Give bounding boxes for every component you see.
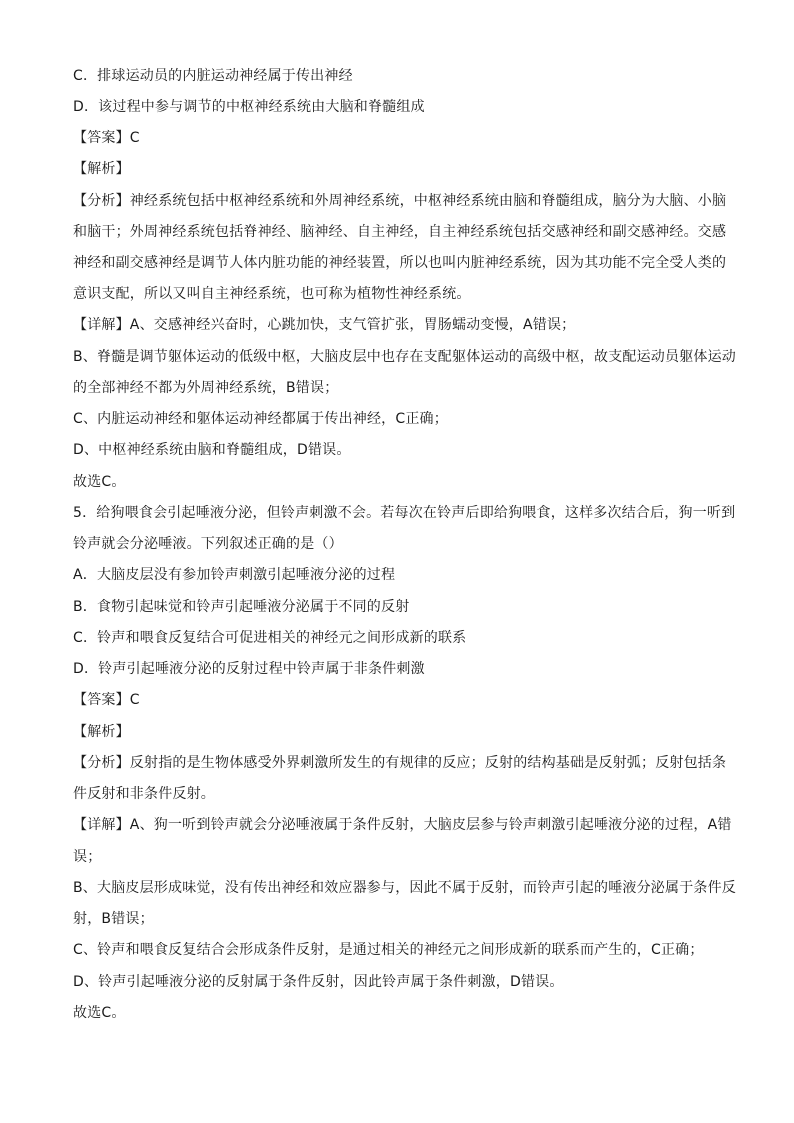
analysis-text-q4-line2: 和脑干；外周神经系统包括脊神经、脑神经、自主神经，自主神经系统包括交感神经和副交感神经。交感 [73, 224, 727, 240]
option-d-q5: D．铃声引起唾液分泌的反射过程中铃声属于非条件刺激 [73, 661, 425, 677]
answer-q4: 【答案】C [73, 130, 140, 146]
detail-q4-b-line1: B、脊髓是调节躯体运动的低级中枢，大脑皮层中也存在支配躯体运动的高级中枢，故支配运动员躯体运动 [73, 349, 737, 365]
analysis-heading-q4: 【解析】 [73, 161, 130, 177]
option-c-q5: C．铃声和喂食反复结合可促进相关的神经元之间形成新的联系 [73, 630, 467, 646]
option-a-q5: A．大脑皮层没有参加铃声刺激引起唾液分泌的过程 [73, 567, 396, 583]
detail-q4-b-line2: 的全部神经不都为外周神经系统，B错误； [73, 380, 339, 396]
conclusion-q4: 故选C。 [73, 474, 126, 490]
detail-q4-d: D、中枢神经系统由脑和脊髓组成，D错误。 [73, 442, 351, 458]
detail-q5-d: D、铃声引起唾液分泌的反射属于条件反射，因此铃声属于条件刺激，D错误。 [73, 974, 564, 990]
detail-q5-a-line1: 【详解】A、狗一听到铃声就会分泌唾液属于条件反射，大脑皮层参与铃声刺激引起唾液分泌的过程，A错 [73, 817, 732, 833]
detail-q5-a-line2: 误； [73, 849, 102, 865]
question-5-line2: 铃声就会分泌唾液。下列叙述正确的是（） [73, 536, 343, 552]
answer-q5: 【答案】C [73, 692, 140, 708]
analysis-text-q4-line3: 神经和副交感神经是调节人体内脏功能的神经装置，所以也叫内脏神经系统，因为其功能不完全受人类的 [73, 255, 727, 271]
detail-q5-b-line1: B、大脑皮层形成味觉，没有传出神经和效应器参与，因此不属于反射，而铃声引起的唾液分泌属于条件反 [73, 880, 737, 896]
option-b-q5: B．食物引起味觉和铃声引起唾液分泌属于不同的反射 [73, 599, 410, 615]
question-5-line1: 5．给狗喂食会引起唾液分泌，但铃声刺激不会。若每次在铃声后即给狗喂食，这样多次结合后，狗一听到 [73, 505, 736, 521]
detail-q4-a: 【详解】A、交感神经兴奋时，心跳加快，支气管扩张，胃肠蠕动变慢，A错误； [73, 317, 576, 333]
option-c-q4: C．排球运动员的内脏运动神经属于传出神经 [73, 68, 353, 84]
detail-q5-b-line2: 射，B错误； [73, 911, 154, 927]
detail-q5-c: C、铃声和喂食反复结合会形成条件反射，是通过相关的神经元之间形成新的联系而产生的，C正确； [73, 942, 704, 958]
analysis-text-q4-line4: 意识支配，所以又叫自主神经系统，也可称为植物性神经系统。 [73, 286, 471, 302]
analysis-text-q5-line2: 件反射和非条件反射。 [73, 786, 215, 802]
detail-q4-c: C、内脏运动神经和躯体运动神经都属于传出神经，C正确； [73, 411, 448, 427]
option-d-q4: D．该过程中参与调节的中枢神经系统由大脑和脊髓组成 [73, 99, 425, 115]
analysis-text-q4-line1: 【分析】神经系统包括中枢神经系统和外周神经系统，中枢神经系统由脑和脊髓组成，脑分为大脑、小脑 [73, 193, 727, 209]
analysis-text-q5-line1: 【分析】反射指的是生物体感受外界刺激所发生的有规律的反应；反射的结构基础是反射弧；反射包括条 [73, 755, 727, 771]
conclusion-q5: 故选C。 [73, 1005, 126, 1021]
analysis-heading-q5: 【解析】 [73, 724, 130, 740]
